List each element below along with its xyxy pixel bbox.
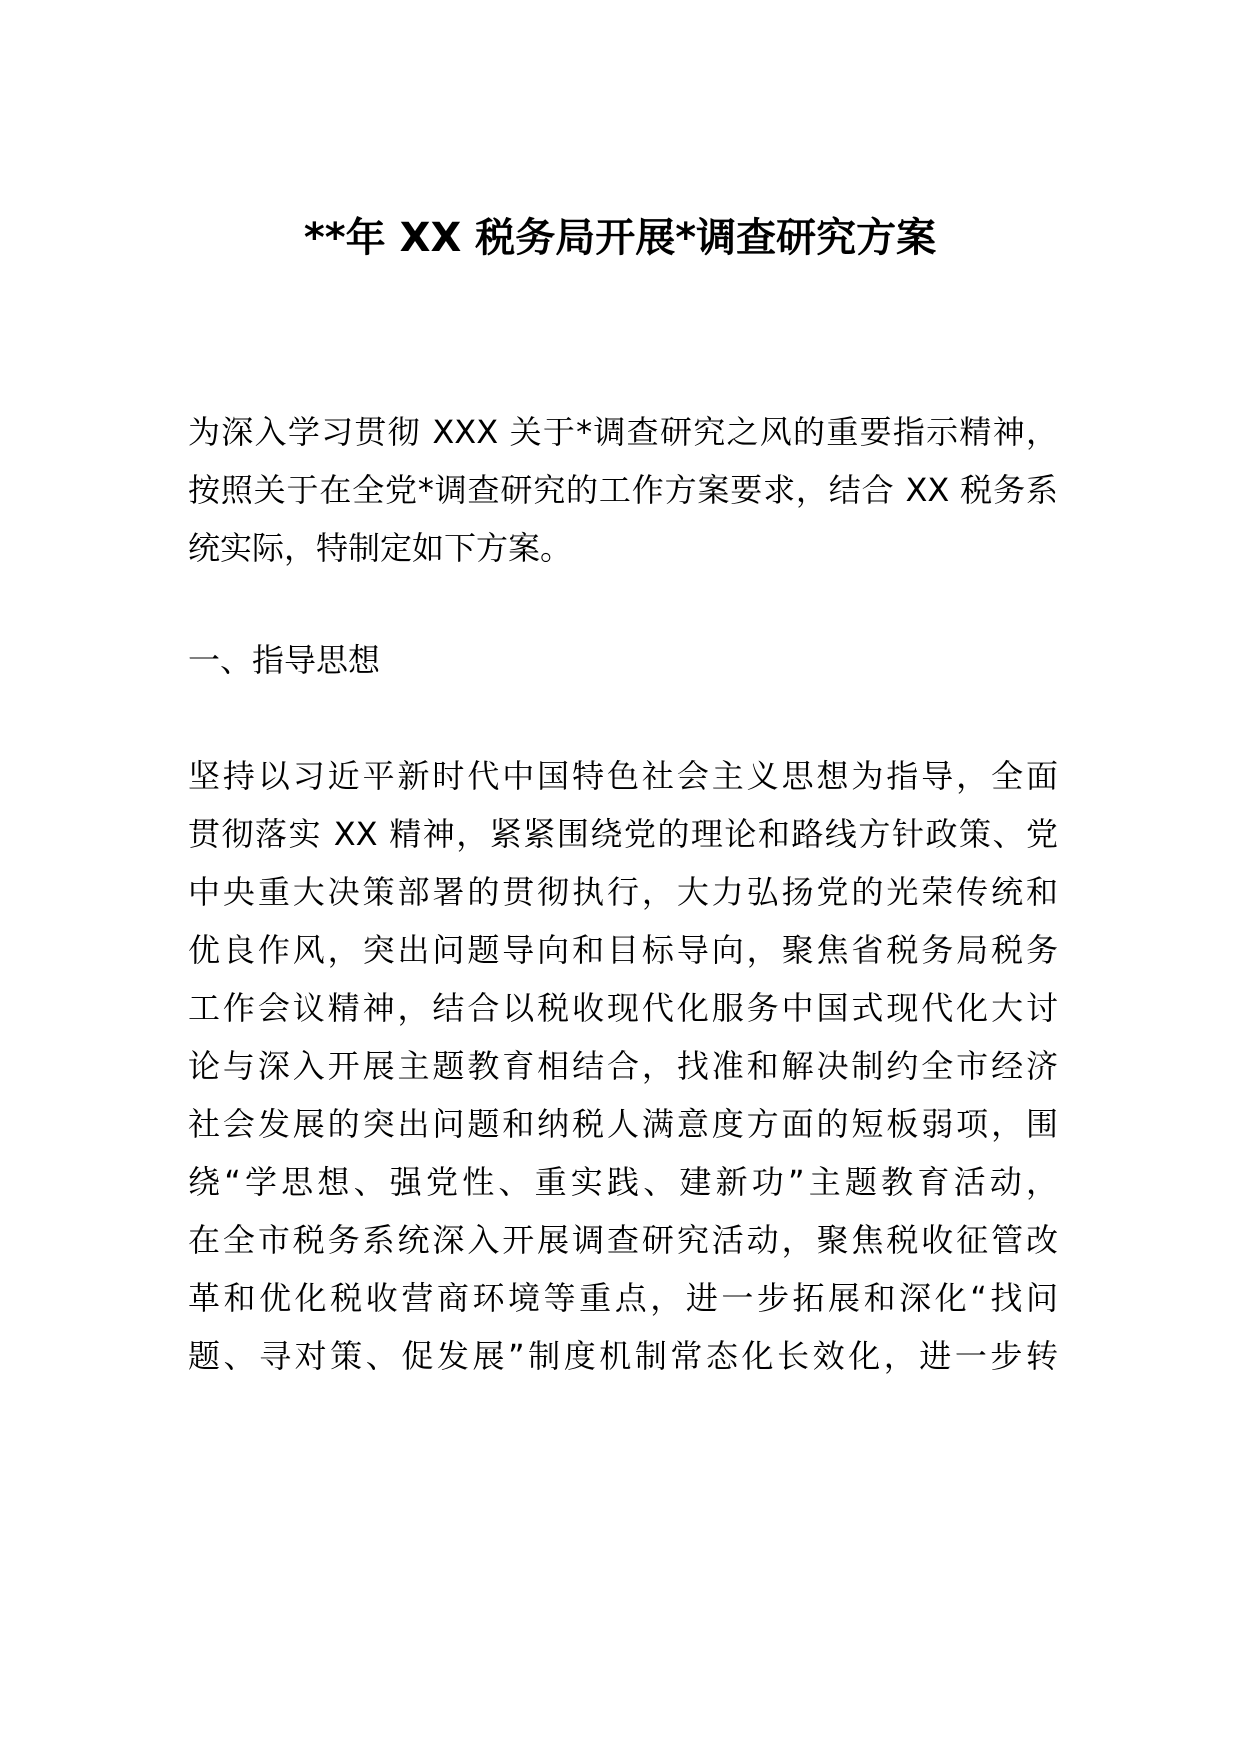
text-line: 按照关于在全党*调查研究的工作方案要求，结合 XX 税务系 [188, 471, 1058, 509]
section-heading: 一、指导思想 [188, 641, 381, 679]
text-line: 工作会议精神，结合以税收现代化服务中国式现代化大讨 [188, 989, 1058, 1027]
text-line: 论与深入开展主题教育相结合，找准和解决制约全市经济 [188, 1047, 1058, 1085]
text-line: 题、寻对策、促发展”制度机制常态化长效化，进一步转 [188, 1337, 1058, 1375]
text-line: 坚持以习近平新时代中国特色社会主义思想为指导，全面 [188, 757, 1058, 795]
document-title: **年 XX 税务局开展*调查研究方案 [303, 215, 937, 261]
text-line: 为深入学习贯彻 XXX 关于*调查研究之风的重要指示精神， [188, 413, 1058, 451]
text-line: 在全市税务系统深入开展调查研究活动，聚焦税收征管改 [188, 1221, 1058, 1259]
text-line: 绕“学思想、强党性、重实践、建新功”主题教育活动， [188, 1163, 1058, 1201]
text-line: 贯彻落实 XX 精神，紧紧围绕党的理论和路线方针政策、党 [188, 815, 1058, 853]
text-line: 中央重大决策部署的贯彻执行，大力弘扬党的光荣传统和 [188, 873, 1058, 911]
text-line: 革和优化税收营商环境等重点，进一步拓展和深化“找问 [188, 1279, 1058, 1317]
text-line: 社会发展的突出问题和纳税人满意度方面的短板弱项，围 [188, 1105, 1058, 1143]
text-line: 统实际，特制定如下方案。 [188, 529, 573, 567]
text-line: 优良作风，突出问题导向和目标导向，聚焦省税务局税务 [188, 931, 1058, 969]
